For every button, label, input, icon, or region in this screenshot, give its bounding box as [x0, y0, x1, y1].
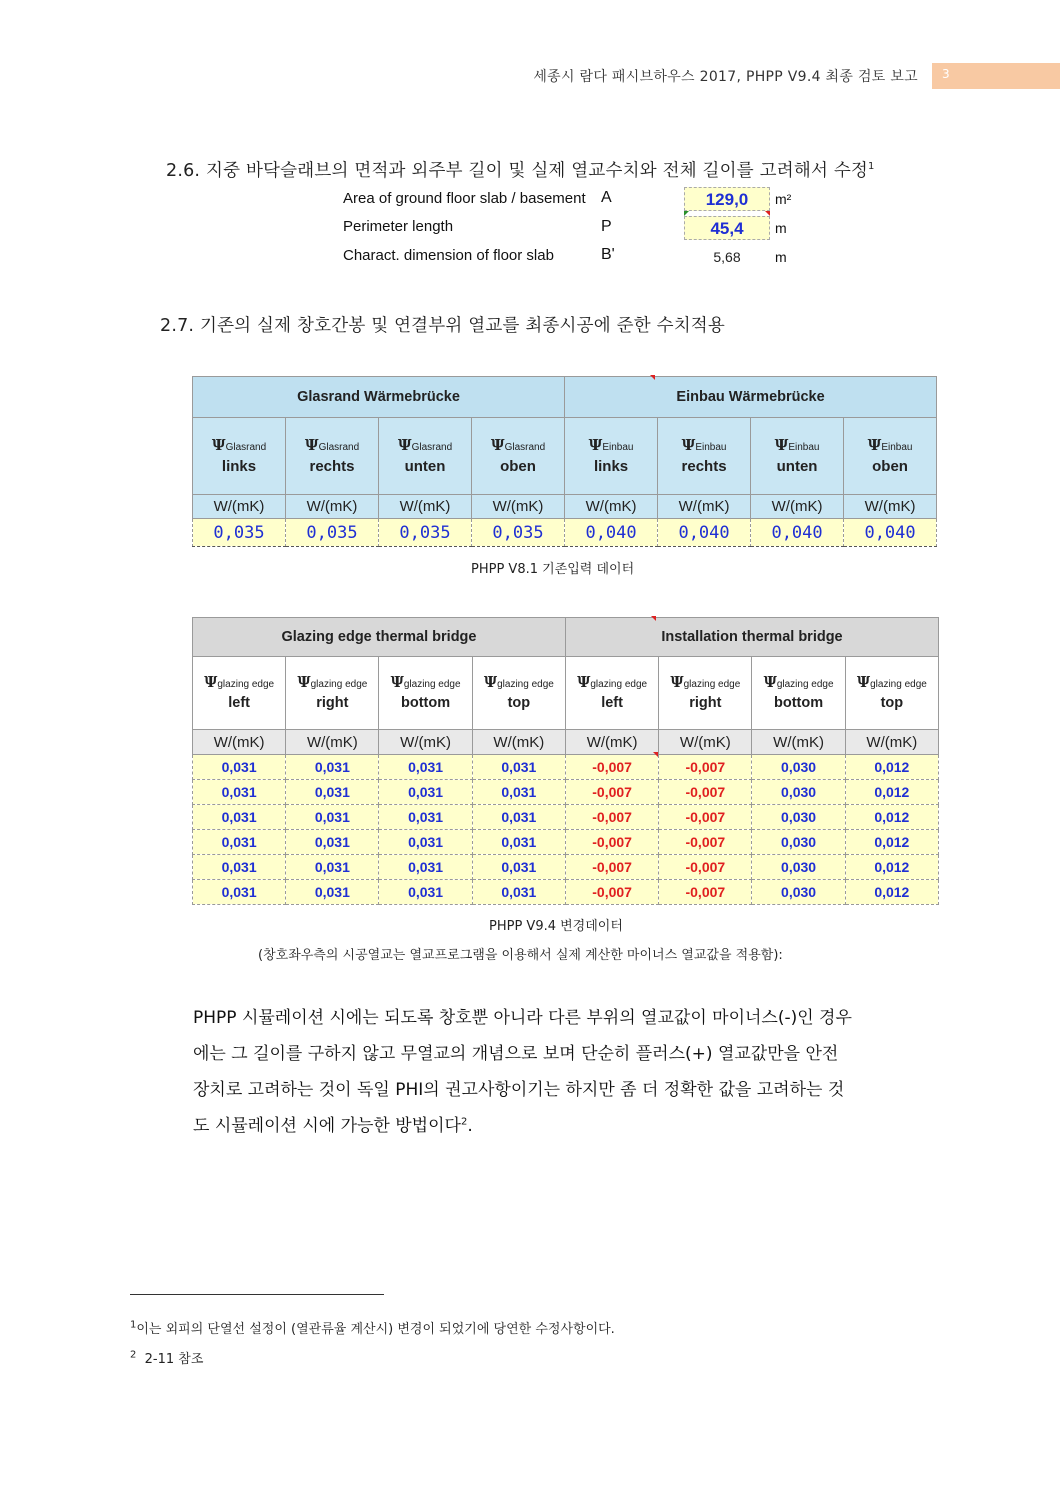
section-number: 2.7.: [160, 316, 195, 336]
paragraph-line: PHPP 시뮬레이션 시에는 되도록 창호뿐 아니라 다른 부위의 열교값이 마이너스(-)인 경우: [193, 1008, 852, 1028]
value-cell[interactable]: -0,007: [565, 880, 658, 905]
footnote-divider: [130, 1294, 384, 1295]
table-phpp-v81: [192, 376, 937, 547]
value-cell[interactable]: 0,012: [845, 855, 938, 880]
value-cell[interactable]: 0,031: [193, 755, 286, 780]
table-v81-caption: PHPP V8.1 기존입력 데이터: [471, 562, 635, 577]
value-cell[interactable]: -0,007: [565, 830, 658, 855]
value-cell[interactable]: 0,030: [752, 805, 845, 830]
column-header: Ψglazing edge top: [472, 657, 565, 730]
value-cell[interactable]: -0,007: [659, 830, 752, 855]
value-cell[interactable]: 0,040: [565, 519, 658, 547]
section-2-7-heading: [160, 312, 725, 337]
value-cell[interactable]: 0,035: [472, 519, 565, 547]
value-cell[interactable]: 0,031: [472, 755, 565, 780]
value-cell[interactable]: 0,012: [845, 830, 938, 855]
value-cell[interactable]: -0,007: [565, 805, 658, 830]
charact-dimension-label: Charact. dimension of floor slab: [343, 247, 554, 264]
charact-dimension-value: 5,68: [713, 249, 741, 265]
value-cell[interactable]: 0,031: [379, 830, 472, 855]
value-cell[interactable]: 0,031: [286, 780, 379, 805]
table-v94-note: (창호좌우측의 시공열교는 열교프로그램을 이용해서 실제 계산한 마이너스 열교값을 적용함):: [258, 948, 783, 963]
cell-comment-marker: [653, 752, 658, 757]
value-cell[interactable]: 0,040: [751, 519, 844, 547]
value-cell[interactable]: 0,031: [379, 880, 472, 905]
column-header: ΨEinbau links: [565, 418, 658, 495]
unit-cell: W/(mK): [472, 495, 565, 519]
group-header-installation: Installation thermal bridge: [565, 618, 938, 657]
group-header-glasrand: Glasrand Wärmebrücke: [193, 377, 565, 418]
value-cell[interactable]: 0,031: [286, 805, 379, 830]
cell-comment-marker: [650, 375, 655, 380]
column-header: Ψglazing edge left: [193, 657, 286, 730]
table-phpp-v94: [192, 617, 939, 905]
value-cell[interactable]: 0,030: [752, 755, 845, 780]
value-cell[interactable]: 0,031: [472, 780, 565, 805]
value-cell[interactable]: 0,012: [845, 880, 938, 905]
perimeter-value[interactable]: 45,4: [684, 216, 770, 240]
value-cell[interactable]: 0,031: [379, 805, 472, 830]
column-header: Ψglazing edge bottom: [752, 657, 845, 730]
value-cell[interactable]: 0,031: [286, 880, 379, 905]
value-cell[interactable]: 0,031: [472, 805, 565, 830]
running-header-title: 세종시 람다 패시브하우스 2017, PHPP V9.4 최종 검토 보고: [533, 69, 918, 85]
perimeter-symbol: P: [601, 218, 612, 235]
body-paragraph: [193, 1000, 933, 1144]
unit-cell: W/(mK): [751, 495, 844, 519]
value-cell[interactable]: 0,031: [193, 830, 286, 855]
footnote-1: $^1$이는 외피의 단열선 설정이 (열관류율 계산시) 변경이 되었기에 당연한 수정사항이다.: [130, 1319, 615, 1337]
unit-cell: W/(mK): [286, 495, 379, 519]
unit-cell: W/(mK): [379, 730, 472, 755]
value-cell[interactable]: 0,030: [752, 780, 845, 805]
value-cell[interactable]: -0,007: [659, 855, 752, 880]
value-cell[interactable]: 0,031: [379, 755, 472, 780]
table-row: [193, 805, 939, 830]
value-cell[interactable]: 0,030: [752, 880, 845, 905]
value-cell[interactable]: 0,035: [193, 519, 286, 547]
table-row: [193, 780, 939, 805]
column-header: ΨEinbau oben: [844, 418, 937, 495]
value-cell[interactable]: -0,007: [659, 780, 752, 805]
value-cell[interactable]: -0,007: [659, 805, 752, 830]
slab-area-symbol: A: [601, 189, 612, 206]
column-header: Ψglazing edge top: [845, 657, 938, 730]
table-row: [193, 830, 939, 855]
column-header: ΨGlasrand links: [193, 418, 286, 495]
unit-cell: W/(mK): [565, 730, 658, 755]
unit-cell: W/(mK): [472, 730, 565, 755]
paragraph-line: 장치로 고려하는 것이 독일 PHI의 권고사항이기는 하지만 좀 더 정확한 값을 고려하는 것: [193, 1080, 845, 1100]
column-header: Ψglazing edge bottom: [379, 657, 472, 730]
footnote-ref: 1: [868, 161, 875, 173]
paragraph-line: 에는 그 길이를 구하지 않고 무열교의 개념으로 보며 단순히 플러스(+) 열교값만을 안전: [193, 1044, 839, 1064]
column-header: ΨEinbau rechts: [658, 418, 751, 495]
value-cell[interactable]: 0,031: [286, 755, 379, 780]
slab-area-unit: m²: [775, 191, 792, 207]
unit-cell: W/(mK): [193, 730, 286, 755]
unit-cell: W/(mK): [844, 495, 937, 519]
value-cell[interactable]: 0,012: [845, 805, 938, 830]
value-cell[interactable]: -0,007: [659, 755, 752, 780]
page-number: 3: [942, 67, 950, 81]
unit-cell: W/(mK): [658, 495, 751, 519]
column-header: ΨGlasrand oben: [472, 418, 565, 495]
column-header: ΨGlasrand unten: [379, 418, 472, 495]
value-cell[interactable]: 0,031: [286, 830, 379, 855]
section-number: 2.6.: [166, 161, 201, 181]
value-cell[interactable]: 0,031: [193, 780, 286, 805]
section-text: 지중 바닥슬래브의 면적과 외주부 길이 및 실제 열교수치와 전체 길이를 고려해서 수정: [205, 161, 869, 181]
value-cell[interactable]: 0,035: [286, 519, 379, 547]
value-cell[interactable]: 0,031: [193, 805, 286, 830]
unit-cell: W/(mK): [379, 495, 472, 519]
perimeter-unit: m: [775, 220, 787, 236]
value-cell[interactable]: 0,031: [472, 855, 565, 880]
value-cell[interactable]: 0,031: [379, 780, 472, 805]
slab-area-label: Area of ground floor slab / basement: [343, 190, 586, 207]
value-cell[interactable]: -0,007: [659, 880, 752, 905]
value-cell[interactable]: 0,040: [844, 519, 937, 547]
perimeter-label: Perimeter length: [343, 218, 454, 235]
paragraph-line: 도 시뮬레이션 시에 가능한 방법이다$^2$.: [193, 1116, 473, 1136]
section-text: 기존의 실제 창호간봉 및 연결부위 열교를 최종시공에 준한 수치적용: [199, 316, 726, 336]
footnote-ref: 2: [460, 1116, 468, 1128]
column-header: ΨGlasrand rechts: [286, 418, 379, 495]
charact-dimension-unit: m: [775, 249, 787, 265]
page-number-tab: [932, 63, 1060, 89]
column-header: ΨEinbau unten: [751, 418, 844, 495]
table-row: [193, 755, 939, 780]
unit-cell: W/(mK): [659, 730, 752, 755]
column-header: Ψglazing edge right: [659, 657, 752, 730]
value-cell[interactable]: 0,031: [472, 830, 565, 855]
value-cell[interactable]: -0,007: [565, 855, 658, 880]
unit-cell: W/(mK): [565, 495, 658, 519]
column-header: Ψglazing edge right: [286, 657, 379, 730]
value-cell[interactable]: 0,031: [286, 855, 379, 880]
unit-cell: W/(mK): [752, 730, 845, 755]
value-cell[interactable]: -0,007: [565, 755, 658, 780]
cell-comment-marker: [651, 616, 656, 621]
table-row: [193, 880, 939, 905]
column-header: Ψglazing edge left: [565, 657, 658, 730]
value-cell[interactable]: 0,040: [658, 519, 751, 547]
footnote-2: $^2$ 2-11 참조: [130, 1349, 204, 1367]
value-cell[interactable]: -0,007: [565, 780, 658, 805]
unit-cell: W/(mK): [193, 495, 286, 519]
unit-cell: W/(mK): [845, 730, 938, 755]
value-cell[interactable]: 0,012: [845, 780, 938, 805]
section-2-6-heading: [166, 157, 875, 182]
value-cell[interactable]: 0,031: [379, 855, 472, 880]
table-row: [193, 855, 939, 880]
unit-cell: W/(mK): [286, 730, 379, 755]
charact-dimension-symbol: B': [601, 246, 615, 263]
value-cell[interactable]: 0,030: [752, 830, 845, 855]
table-v94-caption: PHPP V9.4 변경데이터: [489, 919, 623, 934]
group-header-einbau: Einbau Wärmebrücke: [565, 377, 937, 418]
slab-area-value[interactable]: 129,0: [684, 187, 770, 211]
value-cell[interactable]: 0,031: [472, 880, 565, 905]
value-cell[interactable]: 0,030: [752, 855, 845, 880]
group-header-glazing-edge: Glazing edge thermal bridge: [193, 618, 566, 657]
value-cell[interactable]: 0,031: [193, 880, 286, 905]
value-cell[interactable]: 0,012: [845, 755, 938, 780]
value-cell[interactable]: 0,031: [193, 855, 286, 880]
value-cell[interactable]: 0,035: [379, 519, 472, 547]
